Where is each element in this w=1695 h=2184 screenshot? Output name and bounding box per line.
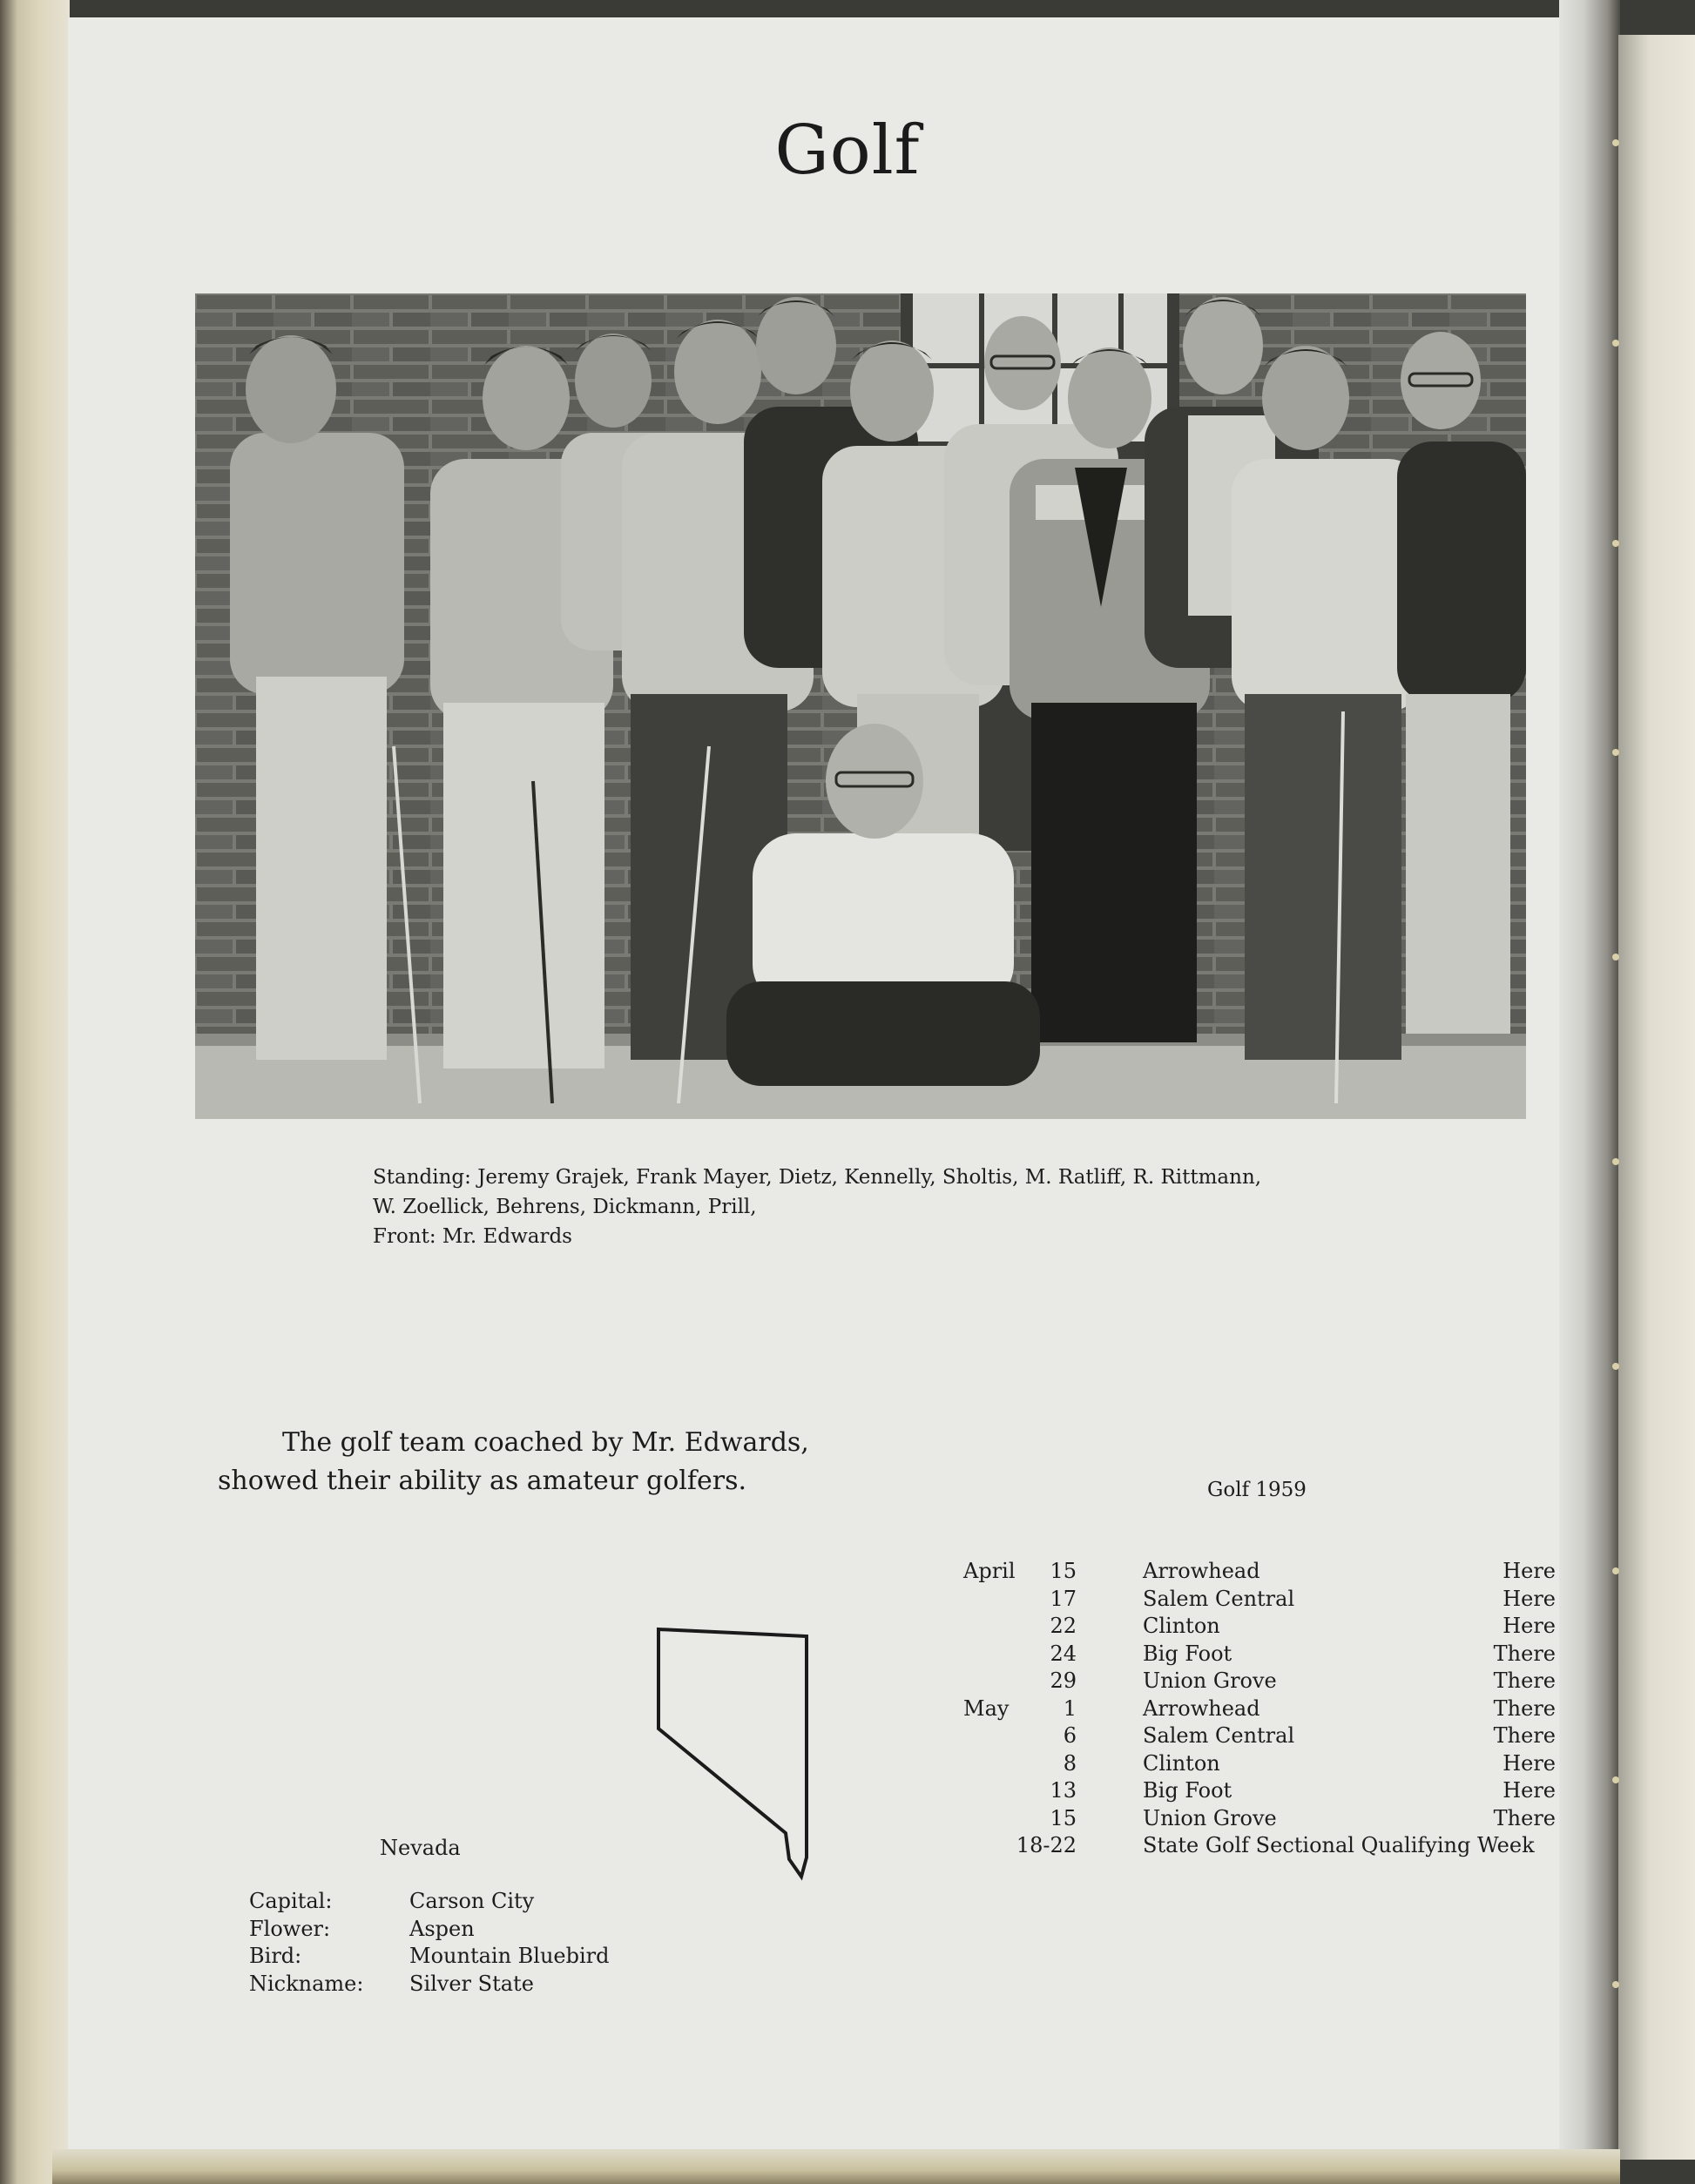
caption-standing: Standing: Jeremy Grajek, Frank Mayer, Dietz, Kennelly, Sholtis, M. Ratliff, R. Rittmann, xyxy=(373,1166,1262,1189)
schedule-day: 22 xyxy=(1050,1614,1077,1638)
schedule-location: There xyxy=(1493,1668,1556,1693)
photo-caption xyxy=(373,1163,1401,1251)
book-gutter xyxy=(1559,0,1620,2184)
schedule-table xyxy=(963,1558,1556,1860)
schedule-location: Here xyxy=(1503,1614,1556,1638)
schedule-opponent: State Golf Sectional Qualifying Week xyxy=(1143,1833,1535,1857)
state-name: Nevada xyxy=(380,1836,461,1860)
schedule-location: Here xyxy=(1503,1778,1556,1803)
binding-hole xyxy=(1612,340,1619,347)
schedule-location: There xyxy=(1493,1805,1556,1830)
schedule-location: There xyxy=(1493,1695,1556,1721)
schedule-month: April xyxy=(963,1559,1016,1583)
nevada-outline-icon xyxy=(652,1622,817,1887)
binding-hole xyxy=(1612,1776,1619,1783)
schedule-location: There xyxy=(1493,1723,1556,1748)
state-fact-row xyxy=(249,1916,772,1944)
binding-hole xyxy=(1612,1567,1619,1574)
blurb-line: The golf team coached by Mr. Edwards, xyxy=(282,1427,809,1458)
binding-hole xyxy=(1612,1981,1619,1988)
binding-hole xyxy=(1612,954,1619,961)
state-fact-label: Capital: xyxy=(249,1889,333,1913)
state-fact-label: Nickname: xyxy=(249,1971,364,1996)
schedule-day: 6 xyxy=(1063,1723,1077,1748)
state-fact-value: Silver State xyxy=(409,1971,534,1996)
book-left-edge xyxy=(0,0,70,2184)
schedule-opponent: Big Foot xyxy=(1143,1778,1232,1803)
blurb-line: showed their ability as amateur golfers. xyxy=(218,1466,747,1496)
schedule-title: Golf 1959 xyxy=(1207,1479,1307,1501)
schedule-row xyxy=(963,1695,1556,1723)
schedule-row xyxy=(963,1777,1556,1805)
player-figure xyxy=(230,335,404,1060)
schedule-location: Here xyxy=(1503,1559,1556,1583)
state-fact-value: Aspen xyxy=(409,1916,475,1941)
caption-front: Front: Mr. Edwards xyxy=(373,1225,572,1248)
state-fact-value: Carson City xyxy=(409,1889,535,1913)
schedule-day: 8 xyxy=(1063,1750,1077,1776)
schedule-row xyxy=(963,1750,1556,1778)
schedule-day: 15 xyxy=(1050,1559,1077,1583)
binding-hole xyxy=(1612,540,1619,547)
state-fact-row xyxy=(249,1888,772,1916)
state-fact-label: Flower: xyxy=(249,1916,331,1941)
schedule-opponent: Union Grove xyxy=(1143,1805,1277,1830)
schedule-row xyxy=(963,1722,1556,1750)
schedule-month: May xyxy=(963,1695,1010,1721)
binding-hole xyxy=(1612,1363,1619,1370)
schedule-day: 13 xyxy=(1050,1778,1077,1803)
schedule-day: 29 xyxy=(1050,1668,1077,1693)
schedule-day: 17 xyxy=(1050,1586,1077,1611)
schedule-row xyxy=(963,1805,1556,1833)
state-fact-row xyxy=(249,1971,772,1999)
binding-hole xyxy=(1612,1158,1619,1165)
schedule-day: 24 xyxy=(1050,1641,1077,1666)
schedule-opponent: Union Grove xyxy=(1143,1668,1277,1693)
binding-hole xyxy=(1612,749,1619,756)
state-facts xyxy=(249,1888,772,1998)
schedule-row xyxy=(963,1832,1556,1860)
schedule-opponent: Arrowhead xyxy=(1143,1559,1260,1583)
team-photo xyxy=(195,293,1526,1119)
schedule-row xyxy=(963,1613,1556,1641)
schedule-opponent: Salem Central xyxy=(1143,1586,1295,1611)
schedule-location: Here xyxy=(1503,1586,1556,1611)
schedule-day: 18-22 xyxy=(1016,1833,1077,1857)
schedule-row xyxy=(963,1668,1556,1695)
schedule-day: 1 xyxy=(1063,1695,1077,1721)
schedule-location: There xyxy=(1493,1641,1556,1666)
schedule-opponent: Arrowhead xyxy=(1143,1695,1260,1721)
facing-page-edge xyxy=(1618,35,1695,2160)
team-blurb xyxy=(218,1424,880,1500)
book-bottom-edge xyxy=(52,2149,1620,2184)
schedule-opponent: Clinton xyxy=(1143,1614,1220,1638)
schedule-opponent: Salem Central xyxy=(1143,1723,1295,1748)
schedule-day: 15 xyxy=(1050,1805,1077,1830)
state-fact-row xyxy=(249,1943,772,1971)
state-fact-value: Mountain Bluebird xyxy=(409,1944,610,1968)
schedule-row xyxy=(963,1558,1556,1586)
schedule-row xyxy=(963,1586,1556,1614)
schedule-opponent: Clinton xyxy=(1143,1750,1220,1776)
schedule-row xyxy=(963,1641,1556,1668)
schedule-location: Here xyxy=(1503,1750,1556,1776)
caption-standing-cont: W. Zoellick, Behrens, Dickmann, Prill, xyxy=(373,1196,757,1218)
state-fact-label: Bird: xyxy=(249,1944,302,1968)
page-title: Golf xyxy=(774,111,921,190)
schedule-opponent: Big Foot xyxy=(1143,1641,1232,1666)
